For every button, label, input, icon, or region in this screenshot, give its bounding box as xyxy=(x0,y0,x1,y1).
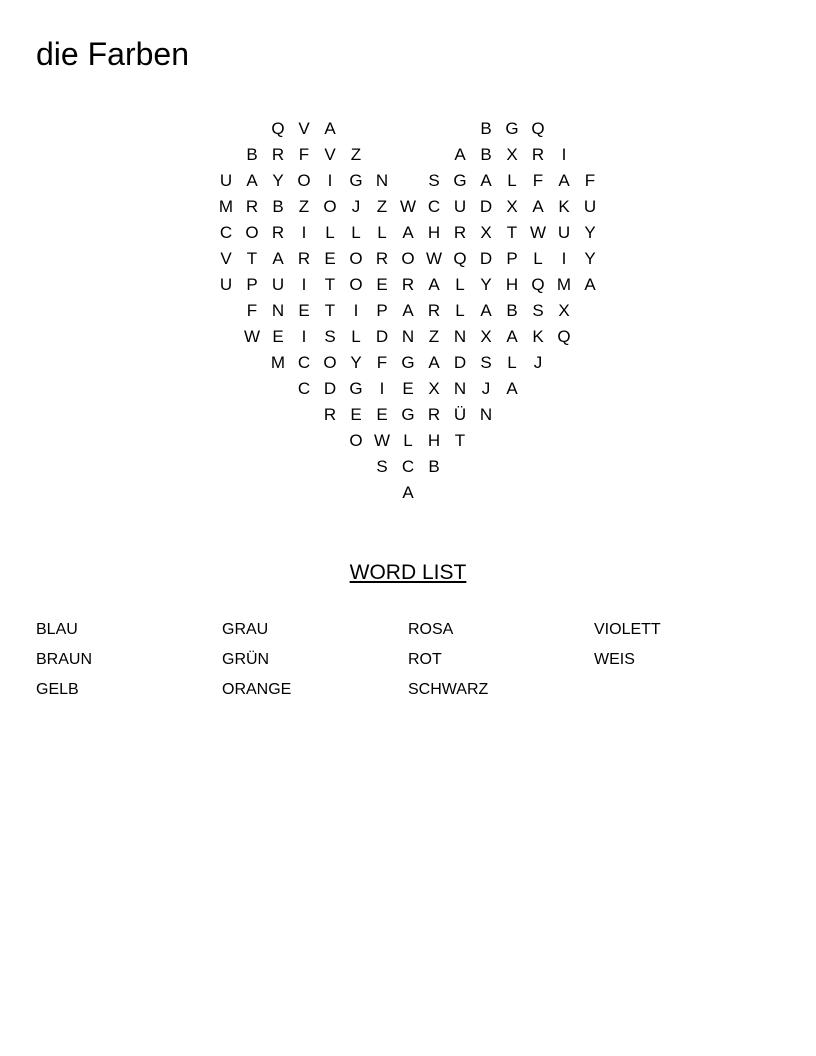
grid-letter xyxy=(291,428,317,454)
grid-letter: Y xyxy=(272,171,284,190)
grid-letter: I xyxy=(353,301,359,320)
grid-letter xyxy=(343,454,369,480)
grid-letter: R xyxy=(375,249,389,268)
grid-letter: T xyxy=(324,301,336,320)
grid-letter xyxy=(291,454,317,480)
grid-letter: B xyxy=(246,145,258,164)
grid-letter: J xyxy=(533,353,543,372)
grid-letter: B xyxy=(272,197,284,216)
grid-letter: G xyxy=(505,119,519,138)
grid-letter: N xyxy=(453,379,467,398)
grid-letter: Q xyxy=(531,275,545,294)
grid-letter xyxy=(239,116,265,142)
grid-letter: C xyxy=(401,457,415,476)
grid-letter: S xyxy=(480,353,492,372)
grid-letter: R xyxy=(531,145,545,164)
grid-letter: P xyxy=(506,249,518,268)
word-search-grid xyxy=(213,116,603,506)
grid-letter xyxy=(343,116,369,142)
grid-letter: R xyxy=(271,145,285,164)
grid-letter: L xyxy=(533,249,543,268)
grid-letter: A xyxy=(506,379,518,398)
word-list-item: BLAU xyxy=(36,621,78,638)
grid-letter: W xyxy=(425,249,443,268)
grid-letter: G xyxy=(349,171,363,190)
word-list-item: ROSA xyxy=(408,621,454,638)
grid-letter: X xyxy=(506,197,518,216)
grid-letter: Q xyxy=(271,119,285,138)
grid-letter xyxy=(213,298,239,324)
grid-letter: N xyxy=(375,171,389,190)
grid-letter: Y xyxy=(584,249,596,268)
grid-letter: O xyxy=(323,353,337,372)
grid-letter xyxy=(577,376,603,402)
grid-letter xyxy=(213,376,239,402)
grid-letter xyxy=(577,428,603,454)
grid-letter: C xyxy=(219,223,233,242)
grid-letter: V xyxy=(220,249,232,268)
word-list-item: BRAUN xyxy=(36,651,93,668)
grid-letter: M xyxy=(556,275,572,294)
grid-letter: L xyxy=(507,353,517,372)
grid-letter xyxy=(577,298,603,324)
grid-letter: A xyxy=(402,223,414,242)
grid-letter: W xyxy=(373,431,391,450)
grid-letter xyxy=(551,428,577,454)
grid-letter xyxy=(551,480,577,506)
grid-letter xyxy=(213,402,239,428)
grid-letter: O xyxy=(323,197,337,216)
grid-letter: X xyxy=(558,301,570,320)
grid-letter xyxy=(395,142,421,168)
grid-letter: Y xyxy=(480,275,492,294)
grid-letter: R xyxy=(323,405,337,424)
grid-letter: I xyxy=(301,275,307,294)
grid-letter xyxy=(421,116,447,142)
grid-letter: K xyxy=(558,197,570,216)
grid-letter: Q xyxy=(531,119,545,138)
grid-letter: U xyxy=(219,275,233,294)
grid-row xyxy=(213,116,603,142)
grid-letter: W xyxy=(243,327,261,346)
grid-letter: Ü xyxy=(453,405,467,424)
grid-letter: D xyxy=(479,249,493,268)
grid-letter: L xyxy=(351,327,361,346)
grid-letter: X xyxy=(428,379,440,398)
grid-letter: A xyxy=(558,171,570,190)
grid-letter: L xyxy=(325,223,335,242)
grid-row xyxy=(213,350,603,376)
grid-letter: S xyxy=(428,171,440,190)
grid-letter xyxy=(525,376,551,402)
grid-letter: F xyxy=(532,171,544,190)
grid-letter xyxy=(551,376,577,402)
grid-letter: A xyxy=(506,327,518,346)
grid-letter xyxy=(525,402,551,428)
grid-letter: C xyxy=(297,353,311,372)
grid-letter xyxy=(447,480,473,506)
grid-letter xyxy=(577,116,603,142)
grid-letter xyxy=(265,480,291,506)
grid-letter: G xyxy=(453,171,467,190)
grid-letter xyxy=(343,480,369,506)
grid-row xyxy=(213,324,603,350)
grid-letter: W xyxy=(529,223,547,242)
grid-letter: O xyxy=(245,223,259,242)
grid-letter: L xyxy=(377,223,387,242)
grid-letter xyxy=(265,376,291,402)
grid-letter: A xyxy=(480,171,492,190)
grid-letter: V xyxy=(324,145,336,164)
grid-letter: B xyxy=(480,119,492,138)
grid-letter xyxy=(421,142,447,168)
grid-letter: R xyxy=(245,197,259,216)
grid-letter: U xyxy=(453,197,467,216)
grid-letter: P xyxy=(376,301,388,320)
grid-letter: D xyxy=(375,327,389,346)
word-list-item: GELB xyxy=(36,681,79,698)
grid-letter: U xyxy=(271,275,285,294)
grid-letter xyxy=(395,116,421,142)
grid-letter: E xyxy=(272,327,284,346)
grid-letter: I xyxy=(327,171,333,190)
grid-letter xyxy=(577,402,603,428)
grid-letter: Y xyxy=(350,353,362,372)
grid-letter xyxy=(525,480,551,506)
grid-letter: R xyxy=(271,223,285,242)
grid-letter: N xyxy=(453,327,467,346)
grid-letter: A xyxy=(272,249,284,268)
grid-letter: G xyxy=(349,379,363,398)
grid-letter xyxy=(551,116,577,142)
grid-letter: C xyxy=(427,197,441,216)
grid-letter: B xyxy=(506,301,518,320)
grid-letter xyxy=(213,324,239,350)
grid-letter: O xyxy=(297,171,311,190)
grid-letter: X xyxy=(480,223,492,242)
grid-letter xyxy=(525,428,551,454)
word-list-item: WEIS xyxy=(594,651,635,668)
grid-letter: I xyxy=(301,223,307,242)
grid-letter xyxy=(499,428,525,454)
grid-letter xyxy=(317,480,343,506)
grid-letter: L xyxy=(351,223,361,242)
grid-letter xyxy=(551,350,577,376)
grid-letter: H xyxy=(427,223,441,242)
grid-letter xyxy=(265,428,291,454)
grid-letter xyxy=(551,454,577,480)
grid-letter xyxy=(239,428,265,454)
grid-letter: R xyxy=(401,275,415,294)
grid-letter xyxy=(499,402,525,428)
grid-letter: A xyxy=(402,483,414,502)
grid-letter: P xyxy=(246,275,258,294)
grid-letter: A xyxy=(532,197,544,216)
grid-letter: I xyxy=(301,327,307,346)
grid-letter: F xyxy=(298,145,310,164)
grid-letter: E xyxy=(324,249,336,268)
grid-letter xyxy=(213,116,239,142)
grid-letter: F xyxy=(584,171,596,190)
grid-letter xyxy=(239,480,265,506)
grid-letter xyxy=(213,480,239,506)
grid-letter xyxy=(447,116,473,142)
grid-letter: T xyxy=(506,223,518,242)
grid-letter: R xyxy=(297,249,311,268)
grid-letter xyxy=(577,350,603,376)
grid-row xyxy=(213,454,603,480)
grid-letter: Z xyxy=(350,145,362,164)
grid-letter: I xyxy=(561,145,567,164)
grid-letter: W xyxy=(399,197,417,216)
grid-letter xyxy=(473,480,499,506)
grid-letter xyxy=(577,480,603,506)
grid-letter: R xyxy=(453,223,467,242)
word-list-item: GRÜN xyxy=(222,651,270,668)
grid-letter: H xyxy=(505,275,519,294)
grid-letter: O xyxy=(349,249,363,268)
grid-row xyxy=(213,168,603,194)
grid-letter: K xyxy=(532,327,544,346)
word-list-item: GRAU xyxy=(222,621,269,638)
grid-letter xyxy=(317,428,343,454)
grid-letter: Z xyxy=(428,327,440,346)
grid-letter xyxy=(369,480,395,506)
grid-letter: I xyxy=(379,379,385,398)
grid-letter: E xyxy=(376,405,388,424)
grid-letter xyxy=(499,480,525,506)
grid-letter: A xyxy=(246,171,258,190)
grid-letter xyxy=(291,402,317,428)
grid-letter: N xyxy=(401,327,415,346)
grid-letter: D xyxy=(323,379,337,398)
grid-row xyxy=(213,272,603,298)
grid-letter: A xyxy=(428,275,440,294)
grid-letter: X xyxy=(506,145,518,164)
grid-letter xyxy=(577,324,603,350)
grid-letter xyxy=(239,376,265,402)
grid-letter: E xyxy=(376,275,388,294)
grid-letter: S xyxy=(376,457,388,476)
grid-letter xyxy=(447,454,473,480)
grid-letter: S xyxy=(532,301,544,320)
grid-letter: Y xyxy=(584,223,596,242)
grid-letter: A xyxy=(324,119,336,138)
grid-letter: S xyxy=(324,327,336,346)
grid-row xyxy=(213,246,603,272)
grid-letter xyxy=(239,350,265,376)
grid-letter: R xyxy=(427,405,441,424)
grid-letter: U xyxy=(219,171,233,190)
grid-letter: A xyxy=(428,353,440,372)
grid-row xyxy=(213,220,603,246)
word-list-heading xyxy=(0,560,816,586)
grid-letter: X xyxy=(480,327,492,346)
grid-letter: A xyxy=(454,145,466,164)
grid-letter xyxy=(395,168,421,194)
grid-row xyxy=(213,142,603,168)
grid-letter: J xyxy=(481,379,491,398)
word-list-item: SCHWARZ xyxy=(408,681,489,698)
grid-letter xyxy=(473,454,499,480)
grid-letter xyxy=(213,350,239,376)
grid-letter: O xyxy=(401,249,415,268)
grid-letter: T xyxy=(246,249,258,268)
grid-letter xyxy=(239,402,265,428)
grid-letter: Q xyxy=(557,327,571,346)
grid-letter: M xyxy=(218,197,234,216)
grid-letter: A xyxy=(402,301,414,320)
grid-letter xyxy=(213,428,239,454)
grid-letter: C xyxy=(297,379,311,398)
grid-letter xyxy=(499,454,525,480)
grid-letter: J xyxy=(351,197,361,216)
grid-letter: B xyxy=(480,145,492,164)
grid-letter: E xyxy=(402,379,414,398)
grid-row xyxy=(213,402,603,428)
grid-letter: M xyxy=(270,353,286,372)
word-list-item: ROT xyxy=(408,651,442,668)
grid-letter xyxy=(577,142,603,168)
page-title: die Farben xyxy=(36,36,189,72)
grid-letter xyxy=(551,402,577,428)
grid-letter: Q xyxy=(453,249,467,268)
grid-letter: A xyxy=(480,301,492,320)
grid-letter: E xyxy=(298,301,310,320)
grid-letter xyxy=(473,428,499,454)
grid-row xyxy=(213,194,603,220)
grid-letter: F xyxy=(376,353,388,372)
grid-row xyxy=(213,298,603,324)
word-list-item: VIOLETT xyxy=(594,621,661,638)
grid-letter: G xyxy=(401,353,415,372)
grid-letter xyxy=(525,454,551,480)
grid-letter: O xyxy=(349,275,363,294)
grid-letter: A xyxy=(584,275,596,294)
grid-letter: D xyxy=(453,353,467,372)
grid-letter: I xyxy=(561,249,567,268)
grid-letter: L xyxy=(455,275,465,294)
grid-letter: E xyxy=(350,405,362,424)
word-list-heading-text: WORD LIST xyxy=(349,561,467,584)
grid-row xyxy=(213,376,603,402)
grid-letter: H xyxy=(427,431,441,450)
grid-letter xyxy=(265,402,291,428)
grid-letter: L xyxy=(403,431,413,450)
grid-letter xyxy=(317,454,343,480)
grid-letter: R xyxy=(427,301,441,320)
grid-letter: Z xyxy=(376,197,388,216)
grid-letter xyxy=(369,142,395,168)
grid-letter xyxy=(421,480,447,506)
grid-letter: G xyxy=(401,405,415,424)
grid-letter: Z xyxy=(298,197,310,216)
grid-letter: N xyxy=(479,405,493,424)
grid-letter xyxy=(213,454,239,480)
grid-letter: D xyxy=(479,197,493,216)
grid-letter: T xyxy=(324,275,336,294)
grid-letter xyxy=(577,454,603,480)
grid-letter: T xyxy=(454,431,466,450)
grid-letter xyxy=(291,480,317,506)
grid-letter: F xyxy=(246,301,258,320)
grid-letter xyxy=(369,116,395,142)
grid-row xyxy=(213,428,603,454)
grid-letter xyxy=(239,454,265,480)
grid-row xyxy=(213,480,603,506)
word-list-item: ORANGE xyxy=(222,681,292,698)
grid-letter: V xyxy=(298,119,310,138)
word-list xyxy=(36,620,780,710)
grid-letter: U xyxy=(557,223,571,242)
grid-letter: L xyxy=(507,171,517,190)
grid-letter xyxy=(265,454,291,480)
grid-letter: U xyxy=(583,197,597,216)
grid-letter: L xyxy=(455,301,465,320)
grid-letter xyxy=(213,142,239,168)
grid-letter: O xyxy=(349,431,363,450)
grid-letter: N xyxy=(271,301,285,320)
grid-letter: B xyxy=(428,457,440,476)
